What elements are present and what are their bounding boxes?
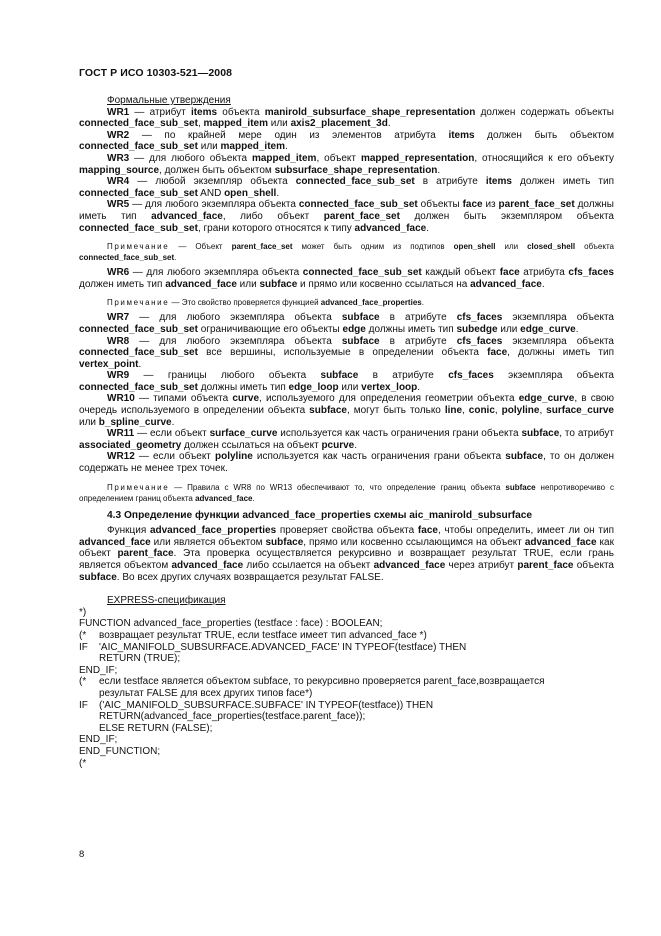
- wr3-seg-3: , объект: [316, 152, 361, 164]
- wr6-seg-10: subface: [259, 278, 298, 290]
- code-text: *): [79, 606, 87, 618]
- code-line: [79, 723, 614, 735]
- wr10-seg-17: .: [171, 416, 175, 428]
- wr8-seg-7: все вершины, используемые в определении объекта: [197, 347, 488, 359]
- code-text: результат FALSE для всех других типов face*): [99, 687, 313, 699]
- wr4-seg-5: должен иметь тип: [511, 176, 614, 188]
- note3-seg-2: непротиворечиво с определением границ объекта: [79, 482, 614, 503]
- wr3-seg-2: mapped_item: [251, 152, 317, 164]
- rule-wr7: [79, 312, 614, 335]
- wr4-seg-8: open_shell: [224, 187, 277, 199]
- wr9-seg-1: — границы любого объекта: [129, 370, 321, 382]
- note1-seg-0: — Объект: [169, 242, 232, 252]
- wr5-seg-0: WR5: [107, 199, 130, 211]
- wr10-seg-13: ,: [539, 405, 547, 417]
- wr8-seg-8: face: [487, 347, 508, 359]
- wr10-seg-11: ,: [494, 405, 502, 417]
- code-line: [79, 688, 614, 700]
- wr10-seg-14: surface_curve: [546, 405, 614, 417]
- wr9-seg-0: WR9: [107, 370, 130, 382]
- rule-wr6: [79, 267, 614, 290]
- wr5-seg-15: .: [426, 222, 430, 234]
- wr5-seg-4: face: [462, 199, 483, 211]
- wr11-seg-9: .: [354, 439, 358, 451]
- wr7-seg-5: экземпляра объекта: [502, 312, 614, 324]
- func_desc-seg-15: advanced_face: [373, 560, 446, 571]
- wr6-seg-6: cfs_faces: [568, 267, 614, 279]
- wr12-seg-1: — если объект: [134, 451, 215, 463]
- rule-wr11: [79, 428, 614, 451]
- func_desc-seg-2: проверяет свойства объекта: [276, 525, 418, 537]
- code-keyword: IF: [79, 641, 88, 653]
- func_desc-seg-17: parent_face: [517, 560, 574, 571]
- wr7-seg-4: cfs_faces: [456, 312, 503, 324]
- func_desc-seg-0: Функция: [107, 525, 150, 537]
- wr10-seg-8: line: [444, 405, 463, 417]
- code-text: возвращает результат TRUE, если testface имеет тип advanced_face *): [99, 629, 427, 641]
- wr4-seg-2: connected_face_sub_set: [295, 176, 415, 188]
- wr1-seg-8: mapped_item: [203, 118, 268, 130]
- wr3-seg-1: — для любого объекта: [129, 152, 252, 164]
- code-line: [79, 700, 614, 712]
- wr7-seg-0: WR7: [107, 312, 130, 324]
- wr5-seg-12: connected_face_sub_set: [79, 222, 198, 234]
- wr7-seg-6: connected_face_sub_set: [79, 323, 198, 335]
- wr6-seg-9: или: [236, 278, 260, 290]
- wr2-seg-5: или: [197, 141, 221, 153]
- wr8-seg-10: vertex_point: [79, 358, 139, 370]
- wr5-seg-3: объекты: [417, 199, 463, 211]
- wr10-seg-16: b_spline_curve: [98, 416, 172, 428]
- code-text: RETURN (TRUE);: [99, 653, 181, 665]
- note1-seg-6: объекта: [575, 242, 614, 252]
- wr9-seg-6: connected_face_sub_set: [79, 381, 198, 393]
- wr9-seg-4: cfs_faces: [448, 370, 494, 382]
- wr12-seg-4: subface: [505, 451, 544, 463]
- wr11-seg-6: associated_geometry: [79, 439, 182, 451]
- note1-seg-7: connected_face_sub_set: [79, 253, 175, 263]
- wr2-seg-1: — по крайней мере один из элементов атрибута: [129, 129, 449, 141]
- wr10-seg-0: WR10: [107, 393, 135, 405]
- note1-seg-8: .: [174, 253, 177, 263]
- rule-wr8: [79, 336, 614, 371]
- wr4-seg-6: connected_face_sub_set: [79, 187, 198, 199]
- wr12-seg-5: , то он должен содержать не менее трех точек.: [79, 451, 615, 475]
- wr1-seg-3: объекта: [217, 106, 265, 118]
- func_desc-seg-1: advanced_face_properties: [149, 525, 277, 537]
- wr9-seg-5: экземпляра объекта: [493, 370, 614, 382]
- wr8-seg-2: subface: [341, 335, 380, 347]
- wr5-seg-14: advanced_face: [354, 222, 427, 234]
- wr5-seg-7: должны иметь тип: [79, 199, 614, 222]
- wr10-seg-5: , в свою очередь используемого в определении объекта: [79, 393, 614, 417]
- wr6-seg-4: face: [499, 267, 520, 279]
- func_desc-seg-16: через атрибут: [445, 560, 518, 571]
- code-line: [79, 746, 614, 758]
- wr1-seg-4: manirold_subsurface_shape_representation: [264, 106, 476, 118]
- wr10-seg-1: — типами объекта: [134, 393, 233, 405]
- note3-seg-4: .: [252, 493, 255, 503]
- code-line: [79, 642, 614, 654]
- code-text: END_IF;: [79, 734, 118, 746]
- wr1-seg-7: ,: [197, 118, 204, 130]
- express-title: EXPRESS-спецификация: [107, 595, 226, 607]
- section-heading: 4.3 Определение функции advanced_face_properties схемы aic_manirold_subsurface: [107, 509, 533, 521]
- wr4-seg-1: — любой экземпляр объекта: [129, 176, 296, 188]
- wr6-seg-2: connected_face_sub_set: [302, 267, 422, 279]
- wr7-seg-8: edge: [342, 323, 366, 335]
- wr11-seg-5: , то атрибут: [559, 428, 614, 440]
- wr7-seg-12: edge_curve: [520, 323, 576, 335]
- wr10-seg-7: , могут быть только: [346, 405, 445, 417]
- express-code: [79, 607, 614, 769]
- wr6-seg-7: должен иметь тип: [79, 278, 166, 290]
- code-text: (*: [79, 757, 87, 769]
- code-text: если testface является объектом subface, то рекурсивно проверяется parent_face,возвращается: [99, 676, 545, 688]
- wr1-seg-1: — атрибут: [129, 106, 191, 118]
- note2-seg-0: — Это свойство проверяется функцией: [169, 298, 321, 308]
- wr8-seg-0: WR8: [107, 335, 130, 347]
- wr10-seg-3: , используемого для определения геометрии объекта: [259, 393, 519, 405]
- note1-seg-3: open_shell: [453, 242, 496, 252]
- wr3-seg-7: , должен быть объектом: [159, 164, 275, 176]
- wr7-seg-11: или: [497, 323, 521, 335]
- wr2-seg-3: должен быть объектом: [474, 129, 614, 141]
- wr12-seg-3: используется как часть ограничения грани объекта: [252, 451, 506, 463]
- code-text: FUNCTION advanced_face_properties (testface : face) : BOOLEAN;: [79, 618, 383, 630]
- wr4-seg-4: items: [485, 176, 512, 188]
- rule-wr12: [79, 451, 614, 474]
- wr10-seg-9: ,: [462, 405, 469, 417]
- wr9-seg-7: должны иметь тип: [197, 381, 289, 393]
- note3-seg-0: — Правила с WR8 по WR13 обеспечивают то, что определение границ объекта: [169, 482, 506, 492]
- wr10-seg-10: conic: [468, 405, 495, 417]
- code-line: [79, 758, 614, 770]
- wr10-seg-4: edge_curve: [518, 393, 575, 405]
- wr12-seg-2: polyline: [214, 451, 253, 463]
- code-line: [79, 734, 614, 746]
- formal-statements-title: Формальные утверждения: [107, 95, 231, 106]
- note-2-label: Примечание: [107, 298, 170, 308]
- wr4-seg-9: .: [276, 187, 280, 199]
- code-line: [79, 607, 614, 619]
- wr5-seg-9: , либо объект: [222, 210, 324, 222]
- func_desc-seg-19: subface: [79, 571, 117, 583]
- wr5-seg-13: , грани которого относятся к типу: [197, 222, 355, 234]
- note-2: [79, 297, 614, 308]
- wr8-seg-11: .: [138, 358, 142, 370]
- wr2-seg-0: WR2: [107, 129, 130, 141]
- wr4-seg-7: AND: [197, 187, 225, 199]
- wr11-seg-2: surface_curve: [209, 428, 278, 440]
- wr6-seg-0: WR6: [107, 267, 130, 279]
- code-text: ELSE RETURN (FALSE);: [99, 722, 213, 734]
- wr2-seg-6: mapped_item: [220, 141, 285, 153]
- wr5-seg-6: parent_face_set: [498, 199, 575, 211]
- wr9-seg-2: subface: [320, 370, 359, 382]
- wr9-seg-11: .: [417, 381, 421, 393]
- wr3-seg-4: mapped_representation: [360, 152, 475, 164]
- wr5-seg-2: connected_face_sub_set: [298, 199, 418, 211]
- wr11-seg-0: WR11: [107, 428, 135, 440]
- wr9-seg-8: edge_loop: [288, 381, 339, 393]
- wr6-seg-8: advanced_face: [165, 278, 237, 290]
- rule-wr9: [79, 370, 614, 393]
- document-header: ГОСТ Р ИСО 10303-521—2008: [79, 67, 233, 79]
- note-3-label: Примечание: [107, 482, 170, 492]
- wr10-seg-15: или: [79, 416, 99, 428]
- wr7-seg-1: — для любого экземпляра объекта: [129, 312, 342, 324]
- func_desc-seg-8: , прямо или косвенно ссылающимся на объект: [303, 536, 525, 548]
- wr7-seg-2: subface: [341, 312, 380, 324]
- func_desc-seg-4: , чтобы определить, имеет ли он тип: [437, 525, 614, 537]
- note3-seg-3: advanced_face: [195, 493, 253, 503]
- wr3-seg-0: WR3: [107, 152, 130, 164]
- wr3-seg-6: mapping_source: [79, 164, 160, 176]
- wr6-seg-13: .: [541, 278, 545, 290]
- note-2-text: [169, 298, 424, 307]
- wr3-seg-9: .: [437, 164, 441, 176]
- wr10-seg-12: polyline: [501, 405, 540, 417]
- wr1-seg-0: WR1: [107, 106, 130, 118]
- document-body: [79, 95, 614, 769]
- wr2-seg-7: .: [285, 141, 288, 153]
- wr2-seg-2: items: [448, 129, 475, 141]
- note-3: [79, 482, 614, 504]
- wr8-seg-6: connected_face_sub_set: [79, 347, 198, 359]
- wr10-seg-6: subface: [309, 405, 347, 417]
- code-line: [79, 618, 614, 630]
- code-text: END_IF;: [79, 664, 118, 676]
- wr1-seg-11: .: [387, 118, 391, 130]
- note1-seg-5: closed_shell: [527, 242, 576, 252]
- func_desc-seg-14: либо ссылается на объект: [243, 560, 374, 571]
- wr8-seg-4: cfs_faces: [456, 335, 503, 347]
- note-1: [79, 241, 614, 263]
- note2-seg-2: .: [421, 298, 424, 308]
- func_desc-seg-9: advanced_face: [524, 536, 597, 548]
- wr5-seg-8: advanced_face: [151, 210, 223, 222]
- wr6-seg-11: и прямо или косвенно ссылаться на: [297, 278, 471, 290]
- wr7-seg-9: должны иметь тип: [365, 323, 457, 335]
- function-description: [79, 525, 614, 583]
- wr1-seg-5: должен содержать объекты: [475, 106, 614, 118]
- code-text: RETURN(advanced_face_properties(testface.parent_face));: [99, 711, 366, 723]
- code-line: [79, 711, 614, 723]
- wr8-seg-9: , должны иметь тип: [507, 347, 614, 359]
- note1-seg-2: может быть одним из подтипов: [292, 242, 454, 252]
- wr6-seg-5: атрибута: [519, 267, 569, 279]
- rule-wr2: [79, 130, 614, 153]
- code-line: [79, 630, 614, 642]
- wr7-seg-13: .: [575, 323, 579, 335]
- wr7-seg-3: в атрибуте: [379, 312, 457, 324]
- wr1-seg-9: или: [267, 118, 291, 130]
- wr2-seg-4: connected_face_sub_set: [79, 141, 198, 153]
- wr11-seg-1: — если объект: [134, 428, 210, 440]
- wr3-seg-5: , относящийся к его объекту: [474, 152, 615, 164]
- rule-wr1: [79, 107, 614, 130]
- wr11-seg-4: subface: [521, 428, 560, 440]
- wr5-seg-11: должен быть экземпляром объекта: [399, 210, 614, 222]
- wr5-seg-10: parent_face_set: [323, 210, 400, 222]
- wr8-seg-3: в атрибуте: [379, 335, 457, 347]
- note2-seg-1: advanced_face_properties: [320, 298, 422, 308]
- func_desc-seg-12: . Эта проверка осуществляется рекурсивно и возвращает результат TRUE, если грань является объектом: [79, 548, 614, 571]
- rule-wr10: [79, 393, 614, 428]
- func_desc-seg-20: . Во всех других случаях возвращается результат FALSE.: [116, 571, 384, 583]
- code-line: [79, 665, 614, 677]
- wr6-seg-1: — для любого экземпляра объекта: [129, 267, 303, 279]
- wr9-seg-10: vertex_loop: [361, 381, 418, 393]
- wr9-seg-3: в атрибуте: [358, 370, 449, 382]
- wr6-seg-12: advanced_face: [470, 278, 542, 290]
- rule-wr4: [79, 176, 614, 199]
- func_desc-seg-3: face: [417, 525, 438, 537]
- page-number: 8: [79, 849, 85, 860]
- wr4-seg-0: WR4: [107, 176, 130, 188]
- note3-seg-1: subface: [505, 482, 536, 492]
- note-1-label: Примечание: [107, 242, 170, 252]
- func_desc-seg-11: parent_face: [117, 548, 174, 560]
- wr7-seg-10: subedge: [456, 323, 498, 335]
- wr8-seg-5: экземпляра объекта: [502, 335, 614, 347]
- wr11-seg-3: используется как часть ограничения грани объекта: [277, 428, 522, 440]
- func_desc-seg-10: как объект: [79, 536, 614, 560]
- wr4-seg-3: в атрибуте: [414, 176, 486, 188]
- func_desc-seg-13: advanced_face: [171, 560, 244, 571]
- code-line: [79, 653, 614, 665]
- rule-wr5: [79, 199, 614, 234]
- wr5-seg-1: — для любого экземпляра объекта: [129, 199, 299, 211]
- wr6-seg-3: каждый объект: [421, 267, 500, 279]
- wr1-seg-10: axis2_placement_3d: [290, 118, 388, 130]
- wr11-seg-8: pcurve: [321, 439, 355, 451]
- code-text: 'AIC_MANIFOLD_SUBSURFACE.ADVANCED_FACE' IN TYPEOF(testface) THEN: [99, 641, 467, 653]
- wr9-seg-9: или: [338, 381, 362, 393]
- wr1-seg-6: connected_face_sub_set: [79, 118, 198, 130]
- wr11-seg-7: должен ссылаться на объект: [181, 439, 322, 451]
- code-keyword: IF: [79, 699, 88, 711]
- func_desc-seg-7: subface: [265, 536, 304, 548]
- code-keyword: (*: [79, 629, 87, 641]
- wr1-seg-2: items: [190, 106, 218, 118]
- code-text: END_FUNCTION;: [79, 745, 161, 757]
- func_desc-seg-6: или является объектом: [150, 536, 266, 548]
- note1-seg-4: или: [495, 242, 528, 252]
- note1-seg-1: parent_face_set: [231, 242, 293, 252]
- func_desc-seg-5: advanced_face: [79, 536, 151, 548]
- wr3-seg-8: subsurface_shape_representation: [274, 164, 438, 176]
- code-text: ('AIC_MANIFOLD_SUBSURFACE.SUBFACE' IN TYPEOF(testface)) THEN: [99, 699, 434, 711]
- wr12-seg-0: WR12: [107, 451, 135, 463]
- func_desc-seg-18: объекта: [573, 560, 614, 571]
- code-line: [79, 676, 614, 688]
- code-keyword: (*: [79, 676, 87, 688]
- rule-wr3: [79, 153, 614, 176]
- wr5-seg-5: из: [482, 199, 499, 211]
- wr8-seg-1: — для любого экземпляра объекта: [129, 335, 342, 347]
- wr10-seg-2: curve: [232, 393, 260, 405]
- wr7-seg-7: ограничивающие его объекты: [197, 323, 343, 335]
